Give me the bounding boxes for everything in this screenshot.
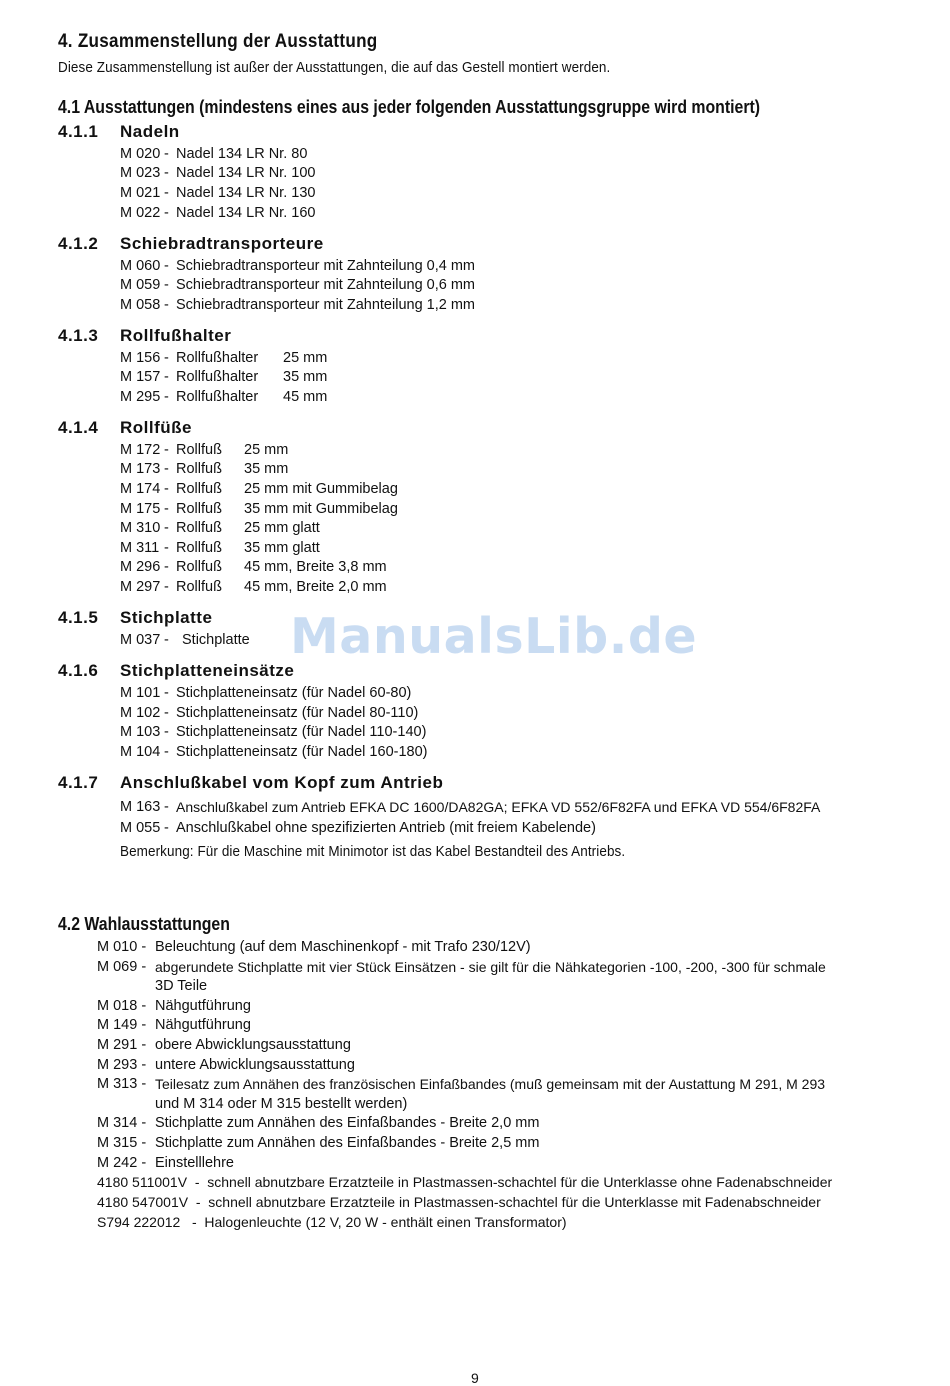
subsection-number: 4.1.3: [58, 326, 99, 345]
subsection-number: 4.1.7: [58, 773, 99, 792]
list-item: 4180 511001V - schnell abnutzbare Erzatzteile in Plastmassen-schachtel für die Unterklasse ohne Fadenabschneider: [97, 1174, 833, 1190]
subsection-number: 4.1.5: [58, 608, 99, 627]
list-item: 4180 547001V - schnell abnutzbare Erzatzteile in Plastmassen-schachtel für die Unterklasse mit Fadenabschneider: [97, 1194, 821, 1210]
subsection-title: Stichplatteneinsätze: [120, 661, 295, 680]
section-41-title: 4.1 Ausstattungen (mindestens eines aus jeder folgenden Ausstattungsgruppe wird montiert): [58, 97, 761, 117]
subsection-number: 4.1.2: [58, 234, 99, 253]
section-4-intro: Diese Zusammenstellung ist außer der Ausstattungen, die auf das Gestell montiert werden.: [58, 60, 611, 76]
watermark-logo: ManualsLib.de: [290, 608, 698, 665]
subsection-title: Anschlußkabel vom Kopf zum Antrieb: [120, 773, 444, 792]
document-page: 4. Zusammenstellung der Ausstattung Diese Zusammenstellung ist außer der Ausstattungen, die auf das Gestell montiert werden. 4.1 Ausstattungen (mindestens eines aus jeder folgenden Ausstattungsgruppe wird montiert) 4.1.1 Nadeln M 020 - Nadel 134 LR Nr. 80 M 023 - Nadel 134 LR Nr. 100 M 021 - Nadel 134 LR Nr. 130 M 022 - Nadel 134 LR Nr. 160 4.1.2 Schiebradtransporteure M 060 - Schiebradtransporteur mit Zahnteilung 0,4 mm M 059 - Schiebradtransporteur mit Zahnteilung 0,6 mm M 058 - Schiebradtransporteur mit Zahnteilung 1,2 mm 4.1.3 Rollfußhalter M 156 - Rollfußhalter 25 mm M 157 - Rollfußhalter 35 mm M 295 - Rollfußhalter 45 mm 4.1.4 Rollfüße M 172 - Rollfuß 25 mm M 173 - Rollfuß 35 mm M 174 - Rollfuß 25 mm mit Gummibelag M 175 - Rollfuß 35 mm mit Gummibelag M 310 - Rollfuß 25 mm glatt M 311 - Rollfuß 35 mm glatt M 296 - Rollfuß 45 mm, Breite 3,8 mm M 297 - Rollfuß 45 mm, Breite 2,0 mm 4.1.5 Stichplatte M 037 - Stichplatte 4.1.6 Stichplatteneinsätze M 101 - Stichplatteneinsatz (für Nadel 60-80) M 102 - Stichplatteneinsatz (für Nadel 80-110) M 103 - Stichplatteneinsatz (für Nadel 110-140) M 104 - Stichplatteneinsatz (für Nadel 160-180) 4.1.7 Anschlußkabel vom Kopf zum Antrieb M 163 - Anschlußkabel zum Antrieb EFKA DC 1600/DA82GA; EFKA VD 552/6F82FA und EFKA VD 554/6F82FA M 055 - Anschlußkabel ohne spezifizierten Antrieb (mit freiem Kabelende) Bemerkung: Für die Maschine mit Minimotor ist das Kabel Bestandteil des Antriebs. 4.2 Wahlausstattungen M 010 - Beleuchtung (auf dem Maschinenkopf - mit Trafo 230/12V) M 069 - abgerundete Stichplatte mit vier Stück Einsätzen - sie gilt für die Nähkategorien -100, -200, -300 für schmale 3D Teile M 018 - Nähgutführung M 149 - Nähgutführung M 291 - obere Abwicklungsausstattung M 293 - untere Abwicklungsausstattung M 313 - Teilesatz zum Annähen des französischen Einfaßbandes (muß gemeinsam mit der Austattung M 291, M 293 und M 314 oder M 315 bestellt werden) M 314 - Stichplatte zum Annähen des Einfaßbandes - Breite 2,0 mm M 315 - Stichplatte zum Annähen des Einfaßbandes - Breite 2,5 mm M 242 - Einstelllehre 4180 511001V - schnell abnutzbare Erzatzteile in Plastmassen-schachtel für die Unterklasse ohne Fadenabschneider 4180 547001V - schnell abnutzbare Erzatzteile in Plastmassen-schachtel für die Unterklasse mit Fadenabschneider S794 222012 - Halogenleuchte (12 V, 20 W - enthält einen Transformator) ManualsLib.de 9: [58, 31, 833, 1386]
subsection-number: 4.1.1: [58, 122, 99, 141]
section-4-title: 4. Zusammenstellung der Ausstattung: [58, 31, 378, 52]
subsection-number: 4.1.4: [58, 418, 99, 437]
subsection-number: 4.1.6: [58, 661, 99, 680]
subsection-title: Stichplatte: [120, 608, 213, 627]
list-item: S794 222012 - Halogenleuchte (12 V, 20 W - enthält einen Transformator): [97, 1214, 567, 1230]
subsection-title: Rollfußhalter: [120, 326, 232, 345]
page-number: 9: [471, 1370, 479, 1386]
section-42-title: 4.2 Wahlausstattungen: [58, 914, 230, 934]
subsection-title: Nadeln: [120, 122, 180, 141]
subsection-title: Rollfüße: [120, 418, 192, 437]
remark-text: Bemerkung: Für die Maschine mit Minimotor ist das Kabel Bestandteil des Antriebs.: [120, 844, 626, 860]
subsection-title: Schiebradtransporteure: [120, 234, 324, 253]
